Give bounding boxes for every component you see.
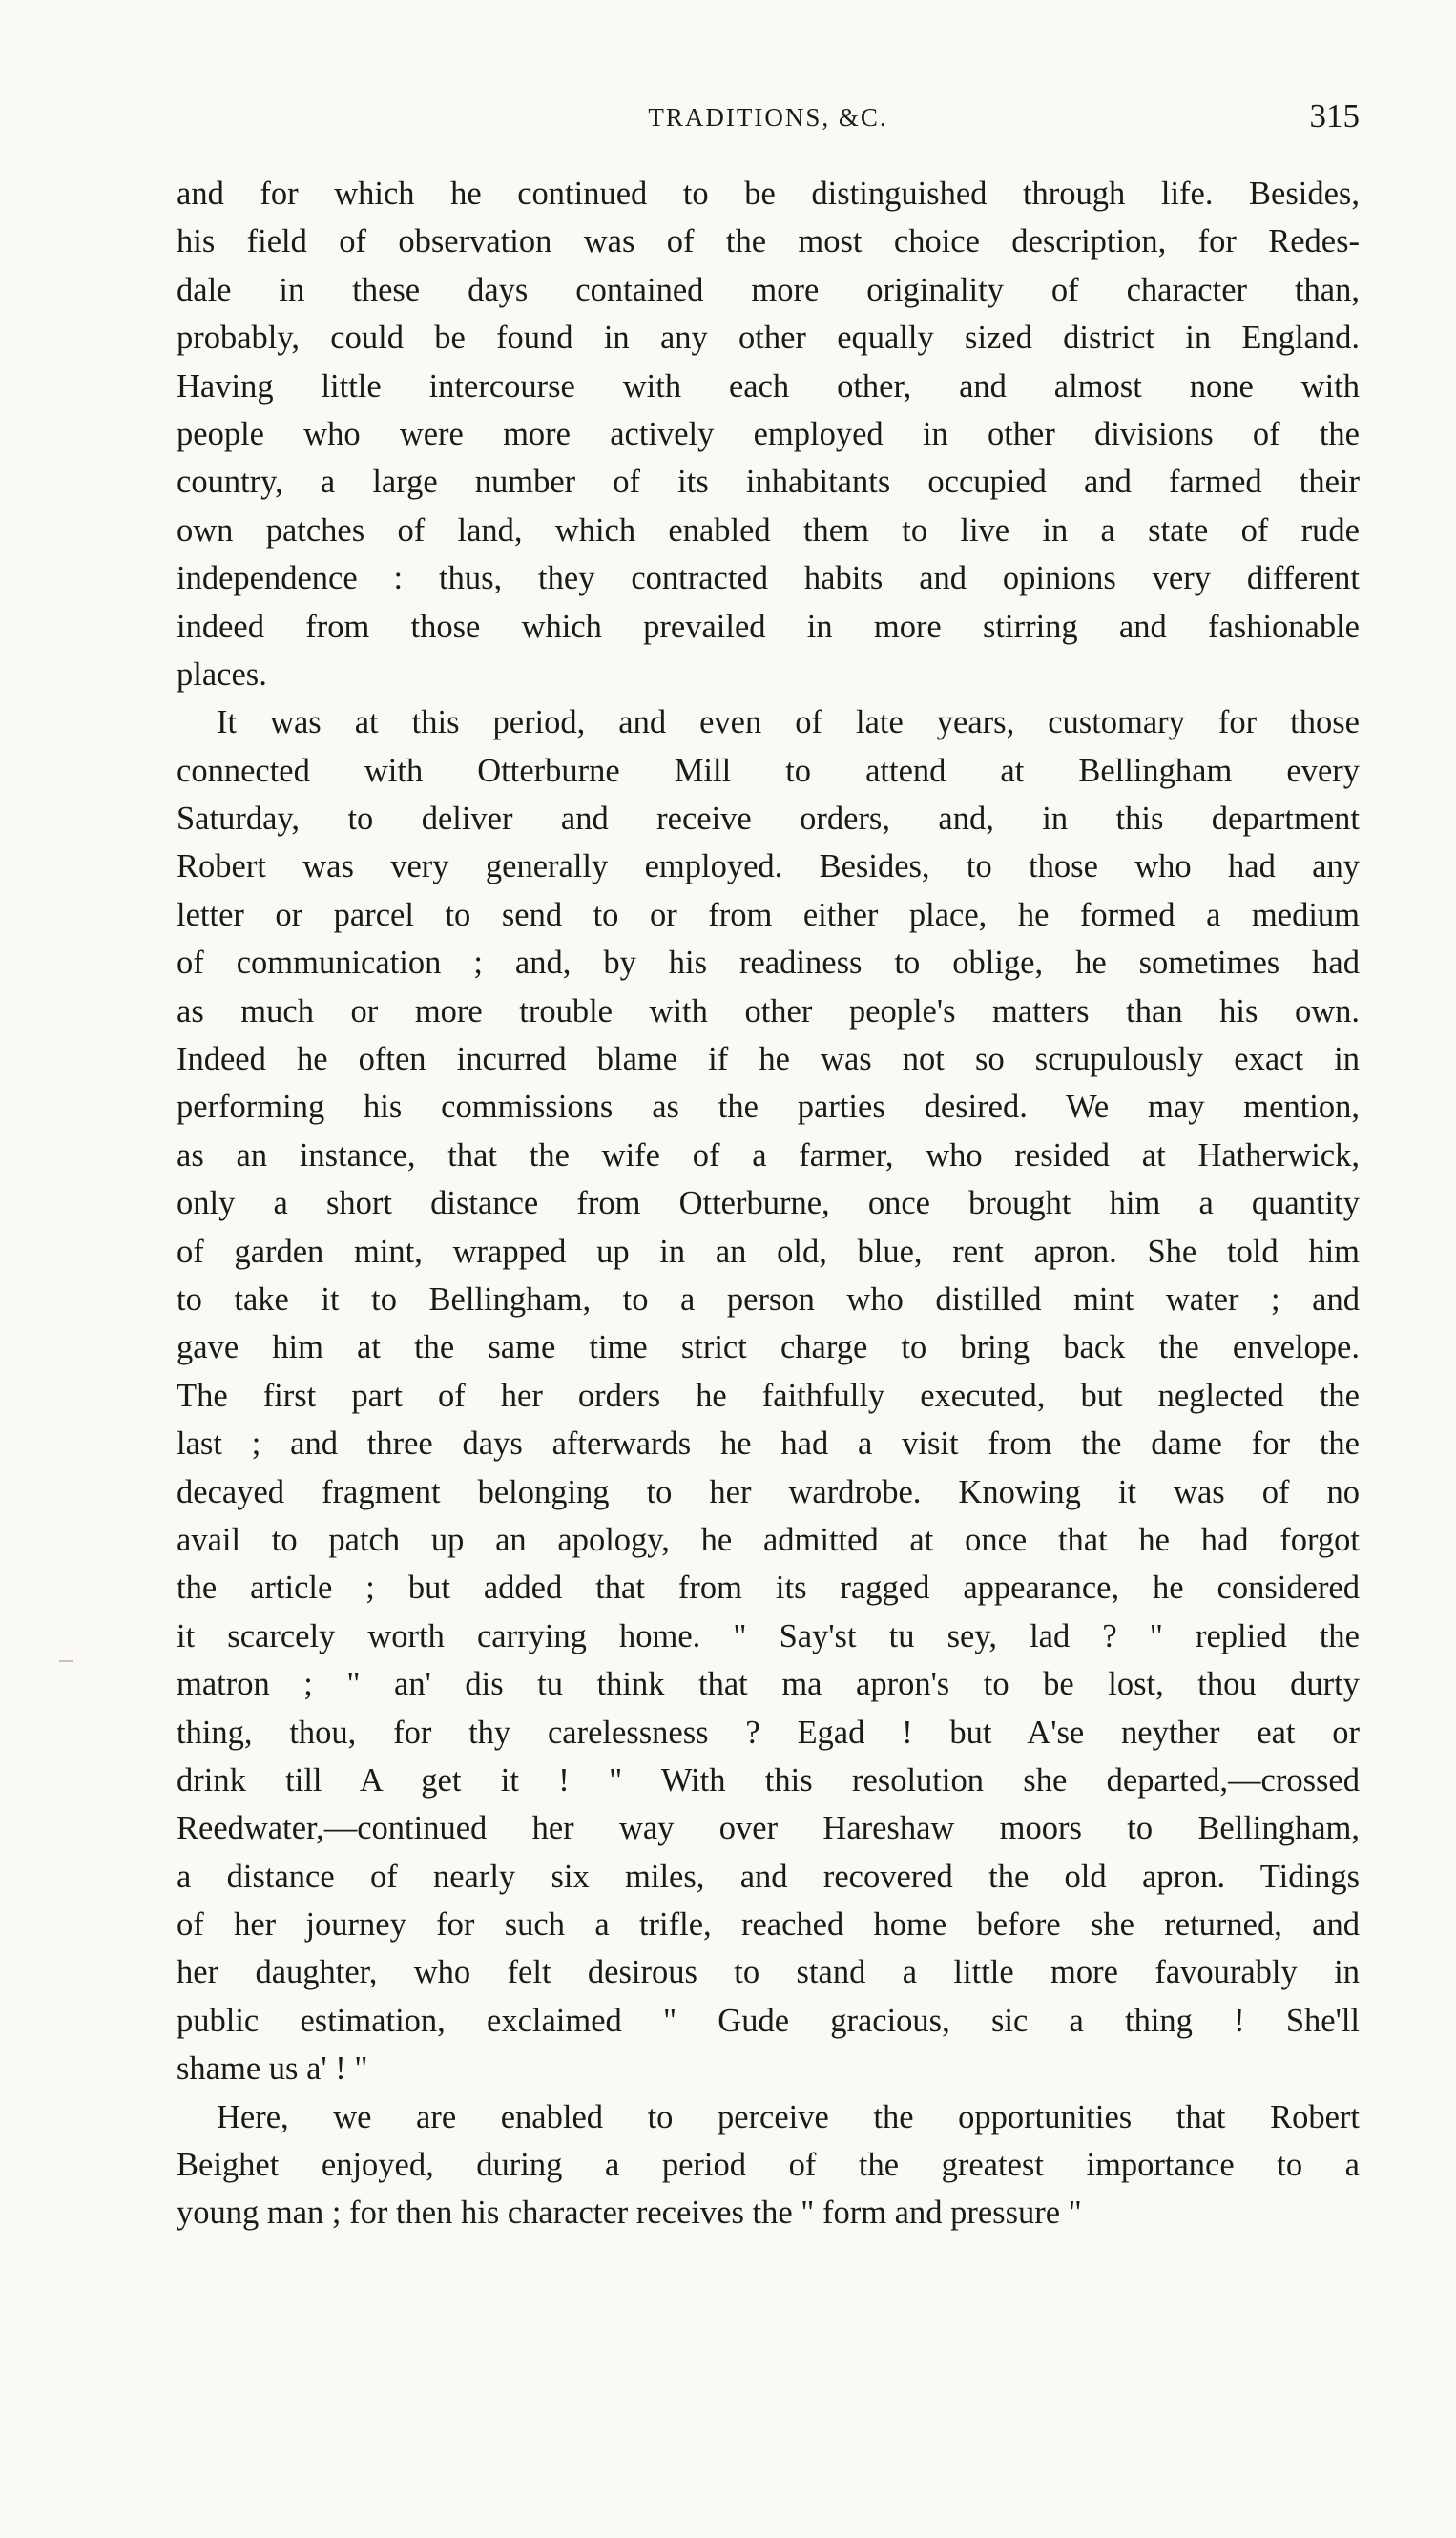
text-line: independence : thus, they contracted habits and opinions very different xyxy=(177,560,1360,597)
text-line: Indeed he often incurred blame if he was not so scrupulously exact in xyxy=(177,1041,1360,1078)
paragraph xyxy=(177,2093,1360,2237)
text-line: thing, thou, for thy carelessness ? Egad ! but A'se neyther eat or xyxy=(177,1714,1360,1751)
text-line: avail to patch up an apology, he admitted at once that he had forgot xyxy=(177,1521,1360,1558)
text-line: Robert was very generally employed. Besides, to those who had any xyxy=(177,848,1360,885)
text-line: public estimation, exclaimed " Gude gracious, sic a thing ! She'll xyxy=(177,2002,1360,2039)
text-line: Saturday, to deliver and receive orders, and, in this department xyxy=(177,801,1360,838)
text-line: letter or parcel to send to or from either place, he formed a medium xyxy=(177,896,1360,933)
text-line: own patches of land, which enabled them to live in a state of rude xyxy=(177,511,1360,549)
text-line: The first part of her orders he faithfully executed, but neglected the xyxy=(177,1377,1360,1414)
running-title: TRADITIONS, &C. xyxy=(648,103,888,132)
text-line: matron ; " an' dis tu think that ma apron's to be lost, thou durty xyxy=(177,1666,1360,1703)
text-line: connected with Otterburne Mill to attend at Bellingham every xyxy=(177,752,1360,789)
text-line: Having little intercourse with each other, and almost none with xyxy=(177,367,1360,405)
text-line: of garden mint, wrapped up in an old, blue, rent apron. She told him xyxy=(177,1233,1360,1270)
text-line: probably, could be found in any other equally sized district in England. xyxy=(177,320,1360,357)
text-line: indeed from those which prevailed in more stirring and fashionable xyxy=(177,608,1360,645)
text-line: young man ; for then his character receives the " form and pressure " xyxy=(177,2195,1082,2232)
text-line: Beighet enjoyed, during a period of the greatest importance to a xyxy=(177,2147,1360,2184)
text-line: last ; and three days afterwards he had a visit from the dame for the xyxy=(177,1425,1360,1463)
text-line: performing his commissions as the parties desired. We may mention, xyxy=(177,1089,1360,1126)
text-line: It was at this period, and even of late years, customary for those xyxy=(217,704,1360,741)
paragraph xyxy=(177,698,1360,2092)
text-line: dale in these days contained more originality of character than, xyxy=(177,271,1360,308)
text-line: her daughter, who felt desirous to stand a little more favourably in xyxy=(177,1954,1360,1991)
text-line: only a short distance from Otterburne, once brought him a quantity xyxy=(177,1185,1360,1222)
text-line: his field of observation was of the most choice description, for Redes- xyxy=(177,223,1360,260)
text-line: country, a large number of its inhabitants occupied and farmed their xyxy=(177,464,1360,501)
text-line: gave him at the same time strict charge to bring back the envelope. xyxy=(177,1329,1360,1366)
text-line: Here, we are enabled to perceive the opportunities that Robert xyxy=(217,2098,1360,2135)
text-line: a distance of nearly six miles, and recovered the old apron. Tidings xyxy=(177,1858,1360,1895)
text-line: to take it to Bellingham, to a person who distilled mint water ; and xyxy=(177,1280,1360,1318)
text-line: and for which he continued to be distinguished through life. Besides, xyxy=(177,176,1360,212)
text-line: drink till A get it ! " With this resolution she departed,—crossed xyxy=(177,1761,1360,1799)
paragraph xyxy=(177,170,1360,698)
text-line: people who were more actively employed in other divisions of the xyxy=(177,415,1360,452)
text-line: of communication ; and, by his readiness to oblige, he sometimes had xyxy=(177,945,1360,982)
text-line: shame us a' ! " xyxy=(177,2050,368,2088)
running-head xyxy=(177,95,1360,137)
text-line: as an instance, that the wife of a farmer, who resided at Hatherwick, xyxy=(177,1136,1360,1174)
text-line: of her journey for such a trifle, reached home before she returned, and xyxy=(177,1906,1360,1944)
text-line: Reedwater,—continued her way over Hareshaw moors to Bellingham, xyxy=(177,1810,1360,1847)
text-line: decayed fragment belonging to her wardrobe. Knowing it was of no xyxy=(177,1473,1360,1510)
text-line: places. xyxy=(177,655,267,693)
text-line: as much or more trouble with other people's matters than his own. xyxy=(177,992,1360,1030)
text-line: it scarcely worth carrying home. " Say'st tu sey, lad ? " replied the xyxy=(177,1617,1360,1654)
page-number: 315 xyxy=(1309,97,1360,135)
margin-mark xyxy=(59,1660,73,1662)
text-line: the article ; but added that from its ragged appearance, he considered xyxy=(177,1570,1360,1607)
body-text xyxy=(177,170,1360,2237)
